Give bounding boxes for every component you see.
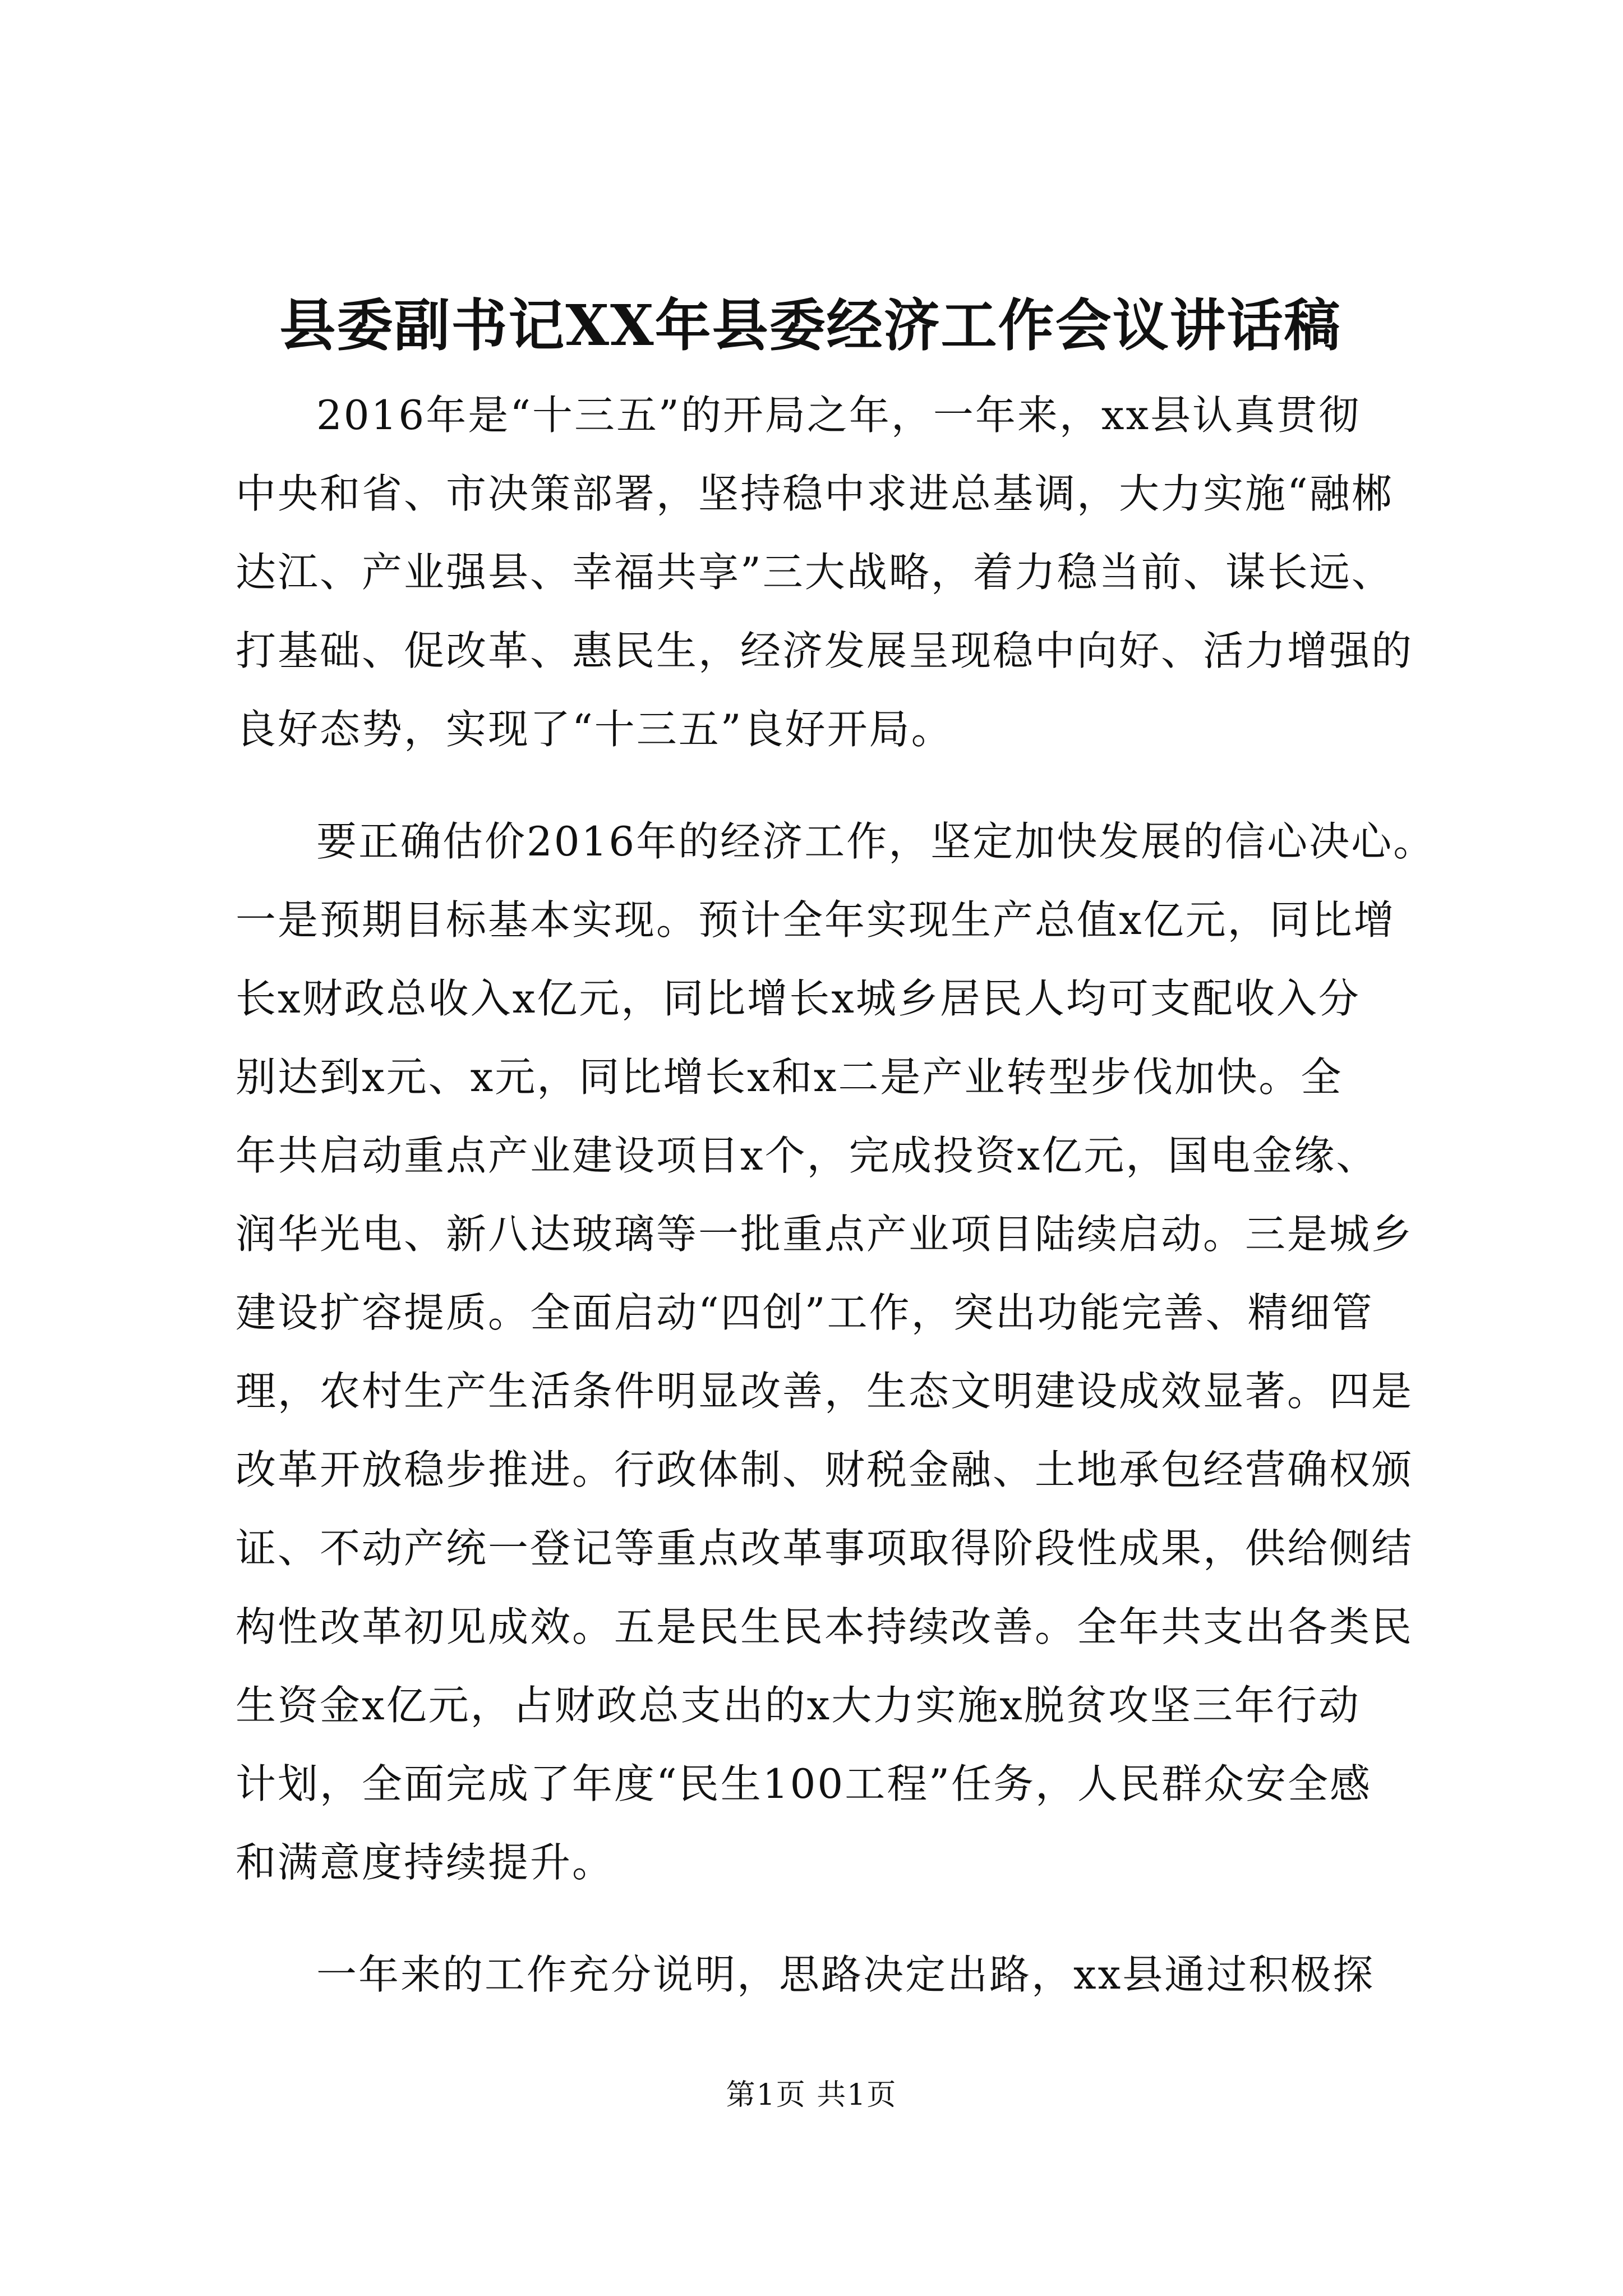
- text-line: 长x财政总收入x亿元，同比增长x城乡居民人均可支配收入分: [236, 975, 1361, 1022]
- text-line: 一是预期目标基本实现。预计全年实现生产总值x亿元，同比增: [236, 896, 1396, 944]
- text-line: 一年来的工作充分说明，思路决定出路，xx县通过积极探: [316, 1951, 1375, 1998]
- text-line: 良好态势，实现了“十三五”良好开局。: [236, 706, 953, 753]
- paragraph-spacer: [236, 769, 1422, 802]
- page-footer: 第1页 共1页: [726, 2078, 897, 2112]
- paragraph-1: [236, 376, 1422, 769]
- paragraph-spacer: [236, 1902, 1422, 1935]
- text-line: 理，农村生产生活条件明显改善，生态文明建设成效显著。四是: [236, 1368, 1414, 1415]
- text-line: 达江、产业强县、幸福共享”三大战略，着力稳当前、谋长远、: [236, 549, 1394, 596]
- text-line: 别达到x元、x元，同比增长x和x二是产业转型步伐加快。全: [236, 1053, 1343, 1101]
- text-line: 打基础、促改革、惠民生，经济发展呈现稳中向好、活力增强的: [236, 627, 1414, 674]
- text-line: 要正确估价2016年的经济工作，坚定加快发展的信心决心。: [316, 818, 1436, 865]
- paragraph-2: [236, 802, 1436, 1902]
- document-body: [236, 376, 1436, 2014]
- text-line: 中央和省、市决策部署，坚持稳中求进总基调，大力实施“融郴: [236, 470, 1394, 517]
- document-title: 县委副书记XX年县委经济工作会议讲话稿: [279, 292, 1341, 358]
- text-line: 证、不动产统一登记等重点改革事项取得阶段性成果，供给侧结: [236, 1525, 1414, 1572]
- text-line: 2016年是“十三五”的开局之年，一年来，xx县认真贯彻: [316, 392, 1361, 439]
- paragraph-3: [236, 1935, 1422, 2014]
- text-line: 生资金x亿元，占财政总支出的x大力实施x脱贫攻坚三年行动: [236, 1682, 1361, 1729]
- text-line: 构性改革初见成效。五是民生民本持续改善。全年共支出各类民: [236, 1603, 1414, 1650]
- text-line: 建设扩容提质。全面启动“四创”工作，突出功能完善、精细管: [236, 1289, 1374, 1336]
- text-line: 计划，全面完成了年度“民生100工程”任务，人民群众安全感: [236, 1760, 1372, 1807]
- text-line: 润华光电、新八达玻璃等一批重点产业项目陆续启动。三是城乡: [236, 1211, 1414, 1258]
- text-line: 改革开放稳步推进。行政体制、财税金融、土地承包经营确权颁: [236, 1446, 1414, 1493]
- text-line: 和满意度持续提升。: [236, 1839, 615, 1886]
- text-line: 年共启动重点产业建设项目x个，完成投资x亿元，国电金缘、: [236, 1132, 1378, 1179]
